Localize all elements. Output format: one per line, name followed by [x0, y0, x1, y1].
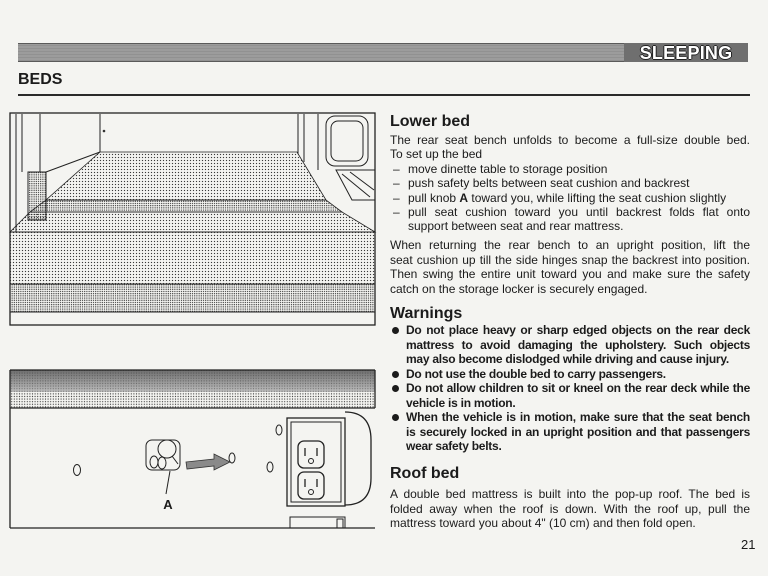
wall-dot — [103, 130, 106, 133]
seat-cushion-front — [10, 284, 375, 312]
paragraph-line: A double bed mattress is built into the pop-up roof. The bed is — [390, 487, 750, 501]
paragraph-line: seat cushion up till the side hinges snap the backrest into position. — [390, 252, 750, 267]
bullet-icon — [392, 371, 399, 378]
step-dash: – — [393, 176, 400, 191]
outlet-panel-outer — [287, 418, 345, 506]
setup-step — [390, 191, 750, 205]
lower-bed-intro-line: The rear seat bench unfolds to become a full-size double bed. — [390, 133, 750, 147]
warning-line: may also become dislodged while driving and cause injury. — [406, 352, 729, 366]
lower-bed-intro-line: To set up the bed — [390, 147, 483, 162]
setup-step-text — [408, 191, 750, 205]
setup-step-text: move dinette table to storage position — [408, 162, 608, 176]
label-leader-line — [166, 471, 170, 494]
paragraph-line: folded away when the roof is down. With the roof up, pull the — [390, 501, 750, 516]
warning-item — [390, 323, 750, 367]
setup-step-text: pull seat cushion toward you until backrest folds flat onto — [408, 204, 750, 219]
warning-line: vehicle is in motion. — [406, 395, 516, 410]
paragraph-line: mattress toward you about 4" (10 cm) and then fold open. — [390, 516, 696, 530]
bullet-icon — [392, 414, 399, 421]
warning-item — [390, 367, 750, 382]
step-dash: – — [393, 204, 400, 219]
warnings-list — [390, 323, 750, 454]
warnings-heading: Warnings — [390, 305, 463, 322]
screw — [276, 425, 282, 435]
knob-label-a: A — [163, 497, 173, 512]
screw — [267, 462, 273, 472]
warning-item — [390, 381, 750, 410]
knob-cap — [158, 440, 176, 458]
mattress-upper-surface — [46, 152, 326, 200]
warning-line: When the vehicle is in motion, make sure that the seat bench — [406, 410, 750, 424]
warning-line: Do not allow children to sit or kneel on the rear deck while the — [406, 381, 750, 395]
step-text-before: pull knob — [408, 190, 460, 205]
page-number: 21 — [741, 537, 756, 552]
screw — [74, 465, 81, 476]
setup-steps-list — [390, 162, 750, 233]
outlet-ground-hole — [309, 459, 314, 464]
section-title: SLEEPING — [624, 43, 748, 62]
section-header-bar — [18, 43, 748, 62]
roof-bed-heading: Roof bed — [390, 465, 460, 482]
roof-bed-paragraph — [390, 487, 750, 531]
knob-a — [146, 440, 180, 470]
outlet-ground-hole — [309, 490, 314, 495]
paragraph-line: catch on the storage locker is securely engaged. — [390, 281, 648, 296]
warning-item — [390, 410, 750, 454]
setup-step — [390, 162, 750, 176]
left-cabinet — [28, 172, 46, 220]
deck-stipple-band — [10, 392, 375, 408]
mattress-edge-band — [30, 200, 342, 212]
shelf-hatch — [350, 172, 374, 190]
lower-bed-heading: Lower bed — [390, 113, 471, 130]
knob-reference-a: A — [459, 190, 469, 205]
paragraph-line: Then swing the entire unit toward you and make sure the safety — [390, 267, 750, 281]
power-outlet-panel — [287, 418, 345, 506]
setup-step — [390, 176, 750, 190]
warning-line: Do not use the double bed to carry passengers. — [406, 366, 666, 381]
heading-divider — [18, 94, 750, 96]
setup-step — [390, 205, 750, 234]
step-dash: – — [393, 162, 400, 176]
lower-bed-intro — [390, 133, 750, 162]
setup-step-text: support between seat and rear mattress. — [408, 219, 624, 234]
screw — [229, 453, 235, 463]
step-dash: – — [393, 190, 400, 205]
warning-line: wear safety belts. — [406, 439, 502, 453]
page-heading: BEDS — [18, 71, 63, 88]
deck-shaded-texture — [10, 370, 375, 392]
side-bracket-curve — [345, 412, 371, 505]
warning-line: Do not place heavy or sharp edged objects on the rear deck — [406, 323, 750, 337]
knob-illustration — [8, 365, 378, 533]
setup-step-text: push safety belts between seat cushion and backrest — [408, 176, 690, 191]
warning-line: is securely locked in an upright position and that passengers — [406, 424, 750, 439]
lower-bed-illustration — [8, 110, 378, 330]
mattress-middle-surface — [10, 212, 375, 232]
pull-direction-arrow — [186, 454, 230, 470]
step-text-after: toward you, while lifting the seat cushion slightly — [468, 190, 727, 205]
warning-line: mattress to avoid damaging the upholstery. Such objects — [406, 337, 750, 352]
shelf-hatch — [342, 174, 370, 197]
bullet-icon — [392, 327, 399, 334]
side-window-pane — [331, 121, 363, 161]
paragraph-line: When returning the rear bench to an upright position, lift the — [390, 238, 750, 252]
base-box-tab — [337, 519, 343, 528]
seat-cushion-surface — [10, 232, 375, 284]
return-bench-paragraph — [390, 238, 750, 296]
bullet-icon — [392, 385, 399, 392]
